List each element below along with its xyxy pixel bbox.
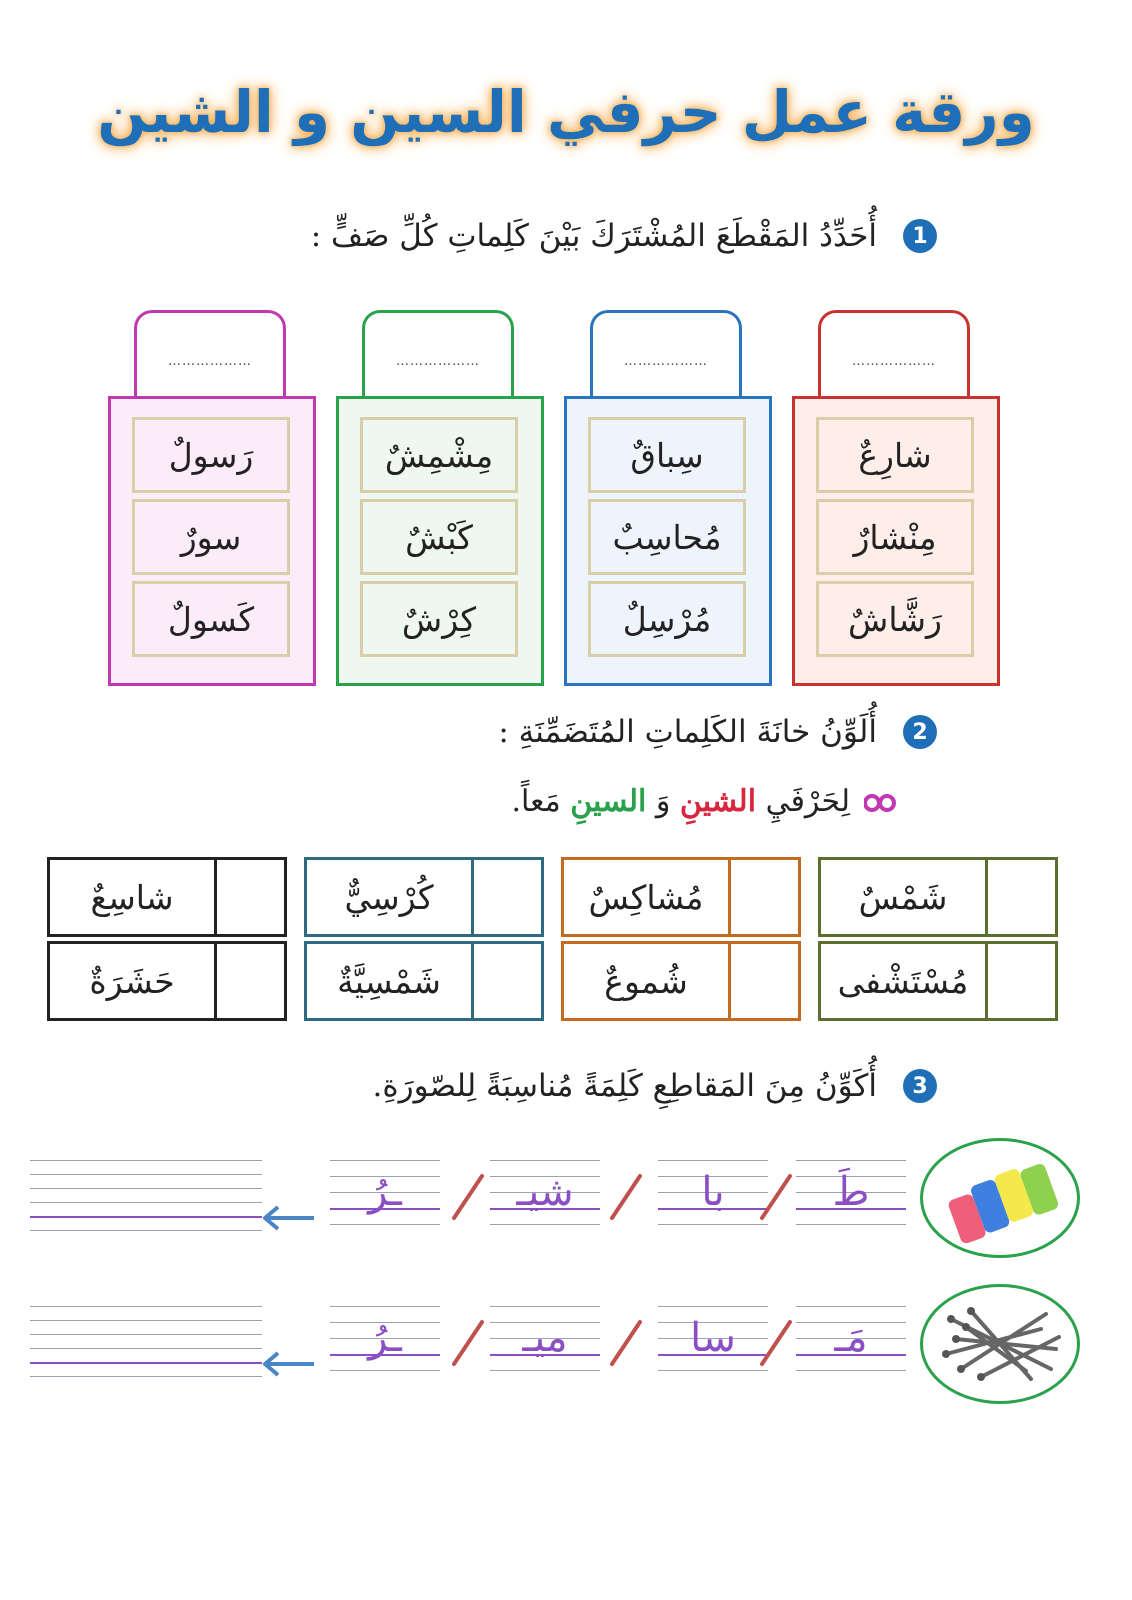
word-box[interactable]: [818, 941, 1058, 1021]
answer-placeholder: ………………: [624, 354, 708, 369]
separator-slash-icon: [756, 1318, 796, 1368]
syllable-segment: طَ: [832, 1169, 870, 1215]
answer-placeholder: ………………: [396, 354, 480, 369]
syllable-segment: ـرُ: [368, 1169, 402, 1215]
arrow-left-icon: [260, 1350, 316, 1378]
separator-slash-icon: [448, 1172, 488, 1222]
question-2-header: [498, 714, 937, 750]
separator-slash-icon: [606, 1172, 646, 1222]
syllable-segment: سا: [690, 1315, 736, 1361]
syllable-segment: با: [701, 1169, 725, 1215]
word-cell: رَسولٌ: [132, 417, 290, 493]
word-cell: سِباقٌ: [588, 417, 746, 493]
word-box[interactable]: [304, 857, 544, 937]
syllable-segment: مَـ: [834, 1315, 868, 1361]
word-cell: رَشَّاشٌ: [816, 581, 974, 657]
separator-slash-icon: [606, 1318, 646, 1368]
bullet-icon: [864, 790, 896, 814]
chalk-sticks-icon: [931, 1153, 1071, 1243]
question-number: 3: [903, 1069, 937, 1103]
word-column: [108, 396, 316, 686]
sub-text-post: مَعاً.: [511, 784, 571, 819]
question-number: 2: [903, 715, 937, 749]
box-word: مُسْتَشْفى: [837, 961, 969, 1001]
arrow-left-icon: [260, 1204, 316, 1232]
question-2-subinstruction: [511, 784, 896, 819]
syllable-segment: ميـ: [522, 1315, 568, 1361]
syllable-group-4: [108, 310, 316, 686]
word-column: [792, 396, 1000, 686]
syllable-group-3: [336, 310, 544, 686]
word-box[interactable]: [561, 857, 801, 937]
picture-circle: [920, 1284, 1080, 1404]
word-box[interactable]: [561, 941, 801, 1021]
color-square[interactable]: [471, 860, 541, 934]
sub-text-pre: لِحَرْفَيِ: [756, 784, 850, 819]
nails-icon: [931, 1299, 1071, 1389]
box-word: كُرْسِيٌّ: [344, 877, 434, 917]
answer-tab[interactable]: [134, 310, 286, 396]
question-1-instruction: أُحَدِّدُ المَقْطَعَ المُشْتَرَكَ بَيْنَ كَلِماتِ كُلِّ صَفٍّ :: [310, 218, 877, 254]
question-number: 1: [903, 219, 937, 253]
separator-slash-icon: [756, 1172, 796, 1222]
word-cell: مُحاسِبٌ: [588, 499, 746, 575]
box-word: شَمْسِيَّةٌ: [337, 961, 441, 1001]
answer-placeholder: ………………: [852, 354, 936, 369]
letter-sin: السينِ: [570, 784, 647, 819]
color-square[interactable]: [214, 860, 284, 934]
question-3-instruction: أُكَوِّنُ مِنَ المَقاطِعِ كَلِمَةً مُناسِبَةً لِلصّورَةِ.: [372, 1068, 877, 1104]
word-box[interactable]: [47, 857, 287, 937]
word-cell: مِنْشارٌ: [816, 499, 974, 575]
word-column: [564, 396, 772, 686]
color-square[interactable]: [214, 944, 284, 1018]
page-title: ورقة عمل حرفي السين و الشين: [97, 78, 1035, 146]
word-cell: مِشْمِشٌ: [360, 417, 518, 493]
word-box[interactable]: [818, 857, 1058, 937]
word-column: [336, 396, 544, 686]
word-box[interactable]: [47, 941, 287, 1021]
letter-shin: الشينِ: [679, 784, 757, 819]
word-cell: كَسولٌ: [132, 581, 290, 657]
color-square[interactable]: [985, 944, 1055, 1018]
separator-slash-icon: [448, 1318, 488, 1368]
box-word: شاسِعٌ: [90, 877, 174, 917]
writing-lines: [30, 1306, 262, 1378]
answer-tab[interactable]: [818, 310, 970, 396]
writing-lines: [30, 1160, 262, 1232]
box-word: شُموعٌ: [604, 961, 688, 1001]
box-word: مُشاكِسٌ: [588, 877, 704, 917]
color-square[interactable]: [985, 860, 1055, 934]
question-1-header: [311, 218, 937, 254]
syllable-group-2: [564, 310, 772, 686]
picture-circle: [920, 1138, 1080, 1258]
box-word: حَشَرَةٌ: [89, 961, 175, 1001]
question-2-instruction: أُلَوِّنُ خانَةَ الكَلِماتِ المُتَضَمِّنَةِ :: [498, 714, 877, 750]
question-3-header: [373, 1068, 938, 1104]
answer-tab[interactable]: [362, 310, 514, 396]
box-word: شَمْسٌ: [858, 877, 948, 917]
answer-placeholder: ………………: [168, 354, 252, 369]
color-square[interactable]: [728, 944, 798, 1018]
word-cell: مُرْسِلٌ: [588, 581, 746, 657]
word-box[interactable]: [304, 941, 544, 1021]
color-square[interactable]: [471, 944, 541, 1018]
word-cell: سورٌ: [132, 499, 290, 575]
word-cell: كَبْشٌ: [360, 499, 518, 575]
answer-tab[interactable]: [590, 310, 742, 396]
syllable-segment: ـرُ: [368, 1315, 402, 1361]
syllable-group-1: [792, 310, 1000, 686]
sub-text-mid: وَ: [646, 784, 680, 819]
color-square[interactable]: [728, 860, 798, 934]
word-cell: كِرْشٌ: [360, 581, 518, 657]
word-cell: شارِعٌ: [816, 417, 974, 493]
syllable-segment: شيـ: [516, 1169, 574, 1215]
